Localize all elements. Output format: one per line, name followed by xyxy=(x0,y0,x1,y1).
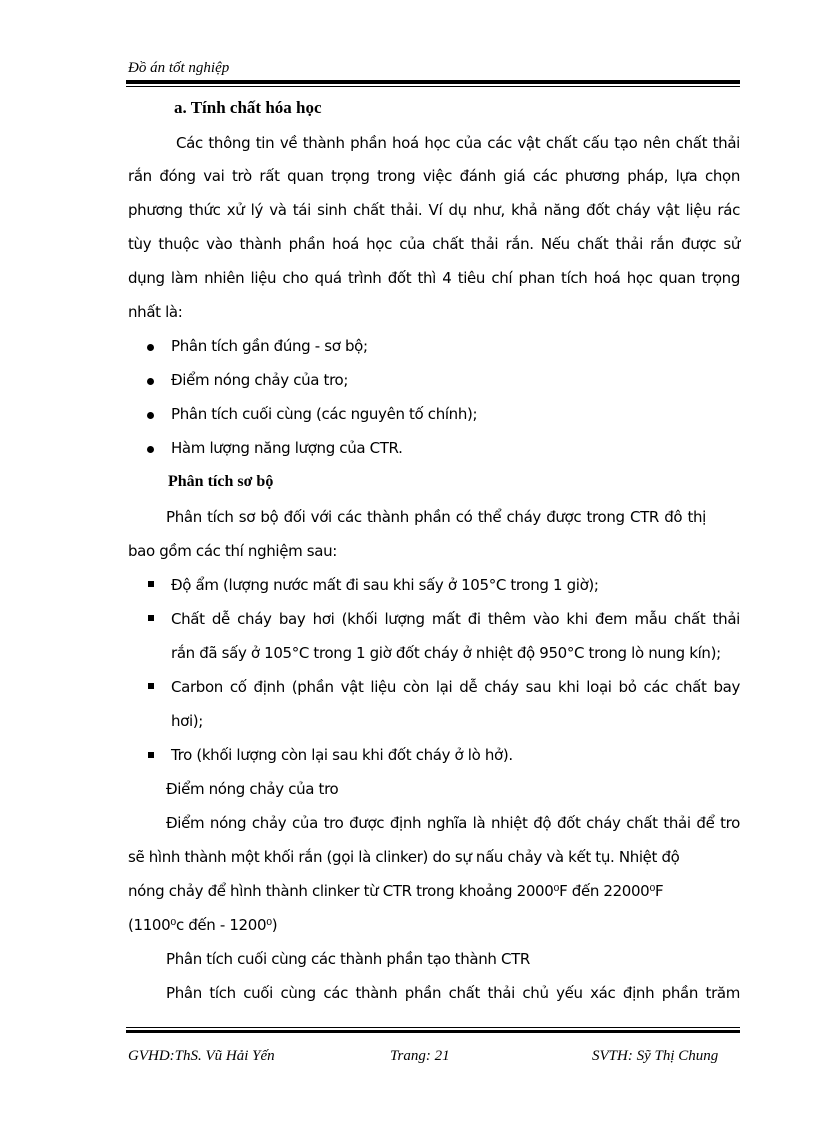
intro-line-2: rắn đóng vai trò rất quan trọng trong việc đánh giá các phương pháp, lựa chọn xyxy=(128,167,740,185)
footer-student: SVTH: Sỹ Thị Chung xyxy=(592,1048,719,1064)
bullet-dot-icon xyxy=(147,378,154,385)
header-rule-thick xyxy=(126,80,740,84)
bullet-square-icon xyxy=(148,615,154,621)
intro-line-6: nhất là: xyxy=(128,303,183,321)
final-line-1: Phân tích cuối cùng các thành phần chất thải chủ yếu xác định phần trăm xyxy=(166,984,740,1002)
footer-page-number: Trang: 21 xyxy=(390,1048,450,1064)
header-rule-thin xyxy=(126,86,740,87)
experiment-item: Tro (khối lượng còn lại sau khi đốt cháy ở lò hở). xyxy=(171,746,513,764)
criteria-item: Phân tích gần đúng - sơ bộ; xyxy=(171,337,368,355)
bullet-square-icon xyxy=(148,683,154,689)
intro-line-5: dụng làm nhiên liệu cho quá trình đốt thì 4 tiêu chí phan tích hoá học quan trọng xyxy=(128,269,740,287)
footer-rule-thin xyxy=(126,1027,740,1028)
final-heading: Phân tích cuối cùng các thành phần tạo thành CTR xyxy=(166,950,530,968)
criteria-item: Phân tích cuối cùng (các nguyên tố chính); xyxy=(171,405,478,423)
experiment-item: Chất dễ cháy bay hơi (khối lượng mất đi thêm vào khi đem mẫu chất thải xyxy=(171,610,740,628)
criteria-item: Hàm lượng năng lượng của CTR. xyxy=(171,439,403,457)
ash-line-3: nóng chảy để hình thành clinker từ CTR trong khoảng 2000⁰F đến 22000⁰F xyxy=(128,882,664,900)
prelim-line-1: Phân tích sơ bộ đối với các thành phần có thể cháy được trong CTR đô thị xyxy=(166,508,706,526)
bullet-square-icon xyxy=(148,581,154,587)
bullet-square-icon xyxy=(148,752,154,758)
prelim-line-2: bao gồm các thí nghiệm sau: xyxy=(128,542,337,560)
document-header: Đồ án tốt nghiệp xyxy=(128,60,230,76)
intro-line-1: Các thông tin về thành phần hoá học của các vật chất cấu tạo nên chất thải xyxy=(176,134,740,152)
section-heading: a. Tính chất hóa học xyxy=(174,98,322,117)
prelim-heading: Phân tích sơ bộ xyxy=(168,473,274,490)
ash-line-1: Điểm nóng chảy của tro được định nghĩa là nhiệt độ đốt cháy chất thải để tro xyxy=(166,814,740,832)
bullet-dot-icon xyxy=(147,344,154,351)
bullet-dot-icon xyxy=(147,446,154,453)
bullet-dot-icon xyxy=(147,412,154,419)
intro-line-3: phương thức xử lý và tái sinh chất thải. Ví dụ như, khả năng đốt cháy vật liệu rác xyxy=(128,201,740,219)
ash-line-2: sẽ hình thành một khối rắn (gọi là clinker) do sự nấu chảy và kết tụ. Nhiệt độ xyxy=(128,848,680,866)
criteria-item: Điểm nóng chảy của tro; xyxy=(171,371,349,389)
experiment-item-cont: rắn đã sấy ở 105°C trong 1 giờ đốt cháy ở nhiệt độ 950°C trong lò nung kín); xyxy=(171,644,721,662)
experiment-item: Độ ẩm (lượng nước mất đi sau khi sấy ở 105°C trong 1 giờ); xyxy=(171,576,599,594)
footer-rule-thick xyxy=(126,1030,740,1033)
ash-line-4: (1100⁰c đến - 1200⁰) xyxy=(128,916,278,934)
footer-advisor: GVHD:ThS. Vũ Hải Yến xyxy=(128,1048,275,1064)
intro-line-4: tùy thuộc vào thành phần hoá học của chất thải rắn. Nếu chất thải rắn được sử xyxy=(128,235,740,253)
ash-heading: Điểm nóng chảy của tro xyxy=(166,780,339,798)
experiment-item-cont: hơi); xyxy=(171,712,204,730)
experiment-item: Carbon cố định (phần vật liệu còn lại dễ cháy sau khi loại bỏ các chất bay xyxy=(171,678,740,696)
